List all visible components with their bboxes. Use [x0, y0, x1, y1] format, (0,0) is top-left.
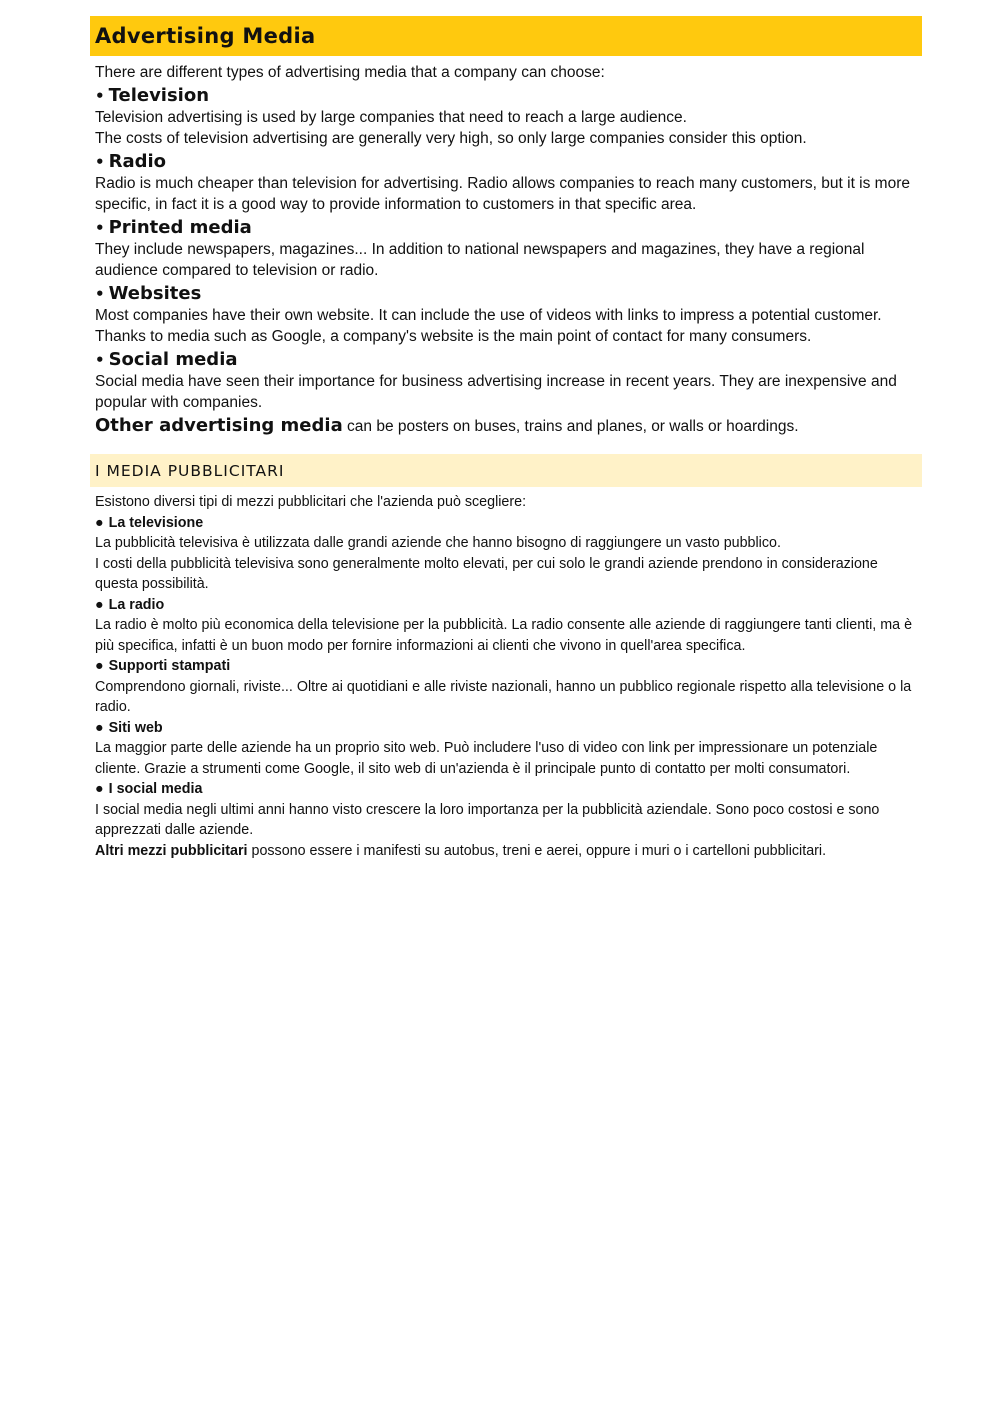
italian-subsection-televisione [95, 513, 917, 595]
bullet-icon: • [95, 218, 105, 237]
english-paragraph: Social media have seen their importance for business advertising increase in recent years. They are inexpensive and popular with companies. [95, 372, 897, 411]
english-subsection-radio [95, 151, 917, 216]
bullet-icon: ● [95, 514, 104, 531]
italian-other-media-lead: Altri mezzi pubblicitari [95, 842, 248, 859]
italian-heading-supporti-stampati: Supporti stampati [108, 658, 231, 674]
english-paragraph: Television advertising is used by large companies that need to reach a large audience. [95, 108, 687, 126]
english-heading-printed-media: Printed media [108, 216, 252, 238]
english-title-bar [90, 16, 922, 56]
english-intro: There are different types of advertising media that a company can choose: [95, 64, 605, 81]
english-other-media-text: can be posters on buses, trains and planes, or walls or hoardings. [342, 417, 799, 435]
italian-title-bar [90, 454, 922, 487]
italian-heading-social-media: I social media [108, 781, 203, 797]
english-paragraph: Most companies have their own website. It can include the use of videos with links to impress a potential customer. Thanks to media such as Google, a company's website is the main point of contact for many consumers. [95, 306, 882, 345]
english-heading-television: Television [108, 84, 210, 106]
bullet-icon: ● [95, 719, 104, 736]
english-title: Advertising Media [95, 24, 316, 48]
english-other-media-lead: Other advertising media [95, 414, 343, 436]
english-heading-social-media: Social media [108, 348, 238, 370]
italian-other-media-text: possono essere i manifesti su autobus, treni e aerei, oppure i muri o i cartelloni pubblicitari. [247, 842, 827, 859]
italian-other-media [95, 841, 917, 862]
italian-paragraph: La maggior parte delle aziende ha un proprio sito web. Può includere l'uso di video con link per impressionare un potenziale cliente. Grazie a strumenti come Google, il sito web di un'azienda è il principale punto di contatto per molti consumatori. [95, 740, 878, 777]
english-paragraph: Radio is much cheaper than television for advertising. Radio allows companies to reach many customers, but it is more specific, in fact it is a good way to provide information to customers in that specific area. [95, 174, 910, 213]
bullet-icon: ● [95, 781, 104, 797]
italian-paragraph: La pubblicità televisiva è utilizzata dalle grandi aziende che hanno bisogno di raggiungere un vasto pubblico. [95, 535, 781, 551]
english-paragraph: They include newspapers, magazines... In addition to national newspapers and magazines, they have a regional audience compared to television or radio. [95, 240, 865, 279]
bullet-icon: • [95, 86, 105, 105]
italian-subsection-social-media [95, 779, 917, 841]
english-heading-websites: Websites [108, 282, 202, 304]
italian-paragraph: La radio è molto più economica della televisione per la pubblicità. La radio consente alle aziende di raggiungere tanti clienti, ma è più specifica, infatti è un buon modo per fornire informazioni ai clienti che vivono in quell'area specifica. [95, 617, 913, 654]
italian-subsection-siti-web [95, 718, 917, 780]
english-subsection-television [95, 85, 917, 150]
italian-paragraph: Comprendono giornali, riviste... Oltre ai quotidiani e alle riviste nazionali, hanno un pubblico regionale rispetto alla televisione o la radio. [95, 678, 912, 715]
italian-heading-radio: La radio [108, 596, 165, 613]
english-heading-radio: Radio [108, 150, 167, 172]
english-subsection-websites [95, 283, 917, 348]
italian-subsection-supporti-stampati [95, 656, 917, 718]
italian-section [90, 487, 922, 861]
italian-heading-televisione: La televisione [108, 514, 204, 531]
italian-paragraph: I costi della pubblicità televisiva sono generalmente molto elevati, per cui solo le grandi aziende prendono in considerazione questa possibilità. [95, 555, 878, 592]
bullet-icon: • [95, 350, 105, 369]
bullet-icon: • [95, 284, 105, 303]
english-section [90, 56, 922, 437]
bullet-icon: ● [95, 596, 104, 613]
italian-subsection-radio [95, 595, 917, 657]
english-paragraph: The costs of television advertising are generally very high, so only large companies consider this option. [95, 130, 807, 147]
document-page [90, 16, 922, 861]
italian-paragraph: I social media negli ultimi anni hanno visto crescere la loro importanza per la pubblicità aziendale. Sono poco costosi e sono apprezzati dalle aziende. [95, 801, 880, 838]
bullet-icon: ● [95, 658, 104, 674]
italian-heading-siti-web: Siti web [108, 719, 163, 736]
italian-intro: Esistono diversi tipi di mezzi pubblicitari che l'azienda può scegliere: [95, 494, 527, 510]
english-other-media [95, 415, 917, 438]
italian-title: I MEDIA PUBBLICITARI [95, 461, 285, 480]
english-subsection-social-media [95, 349, 917, 414]
bullet-icon: • [95, 152, 105, 171]
english-subsection-printed-media [95, 217, 917, 282]
